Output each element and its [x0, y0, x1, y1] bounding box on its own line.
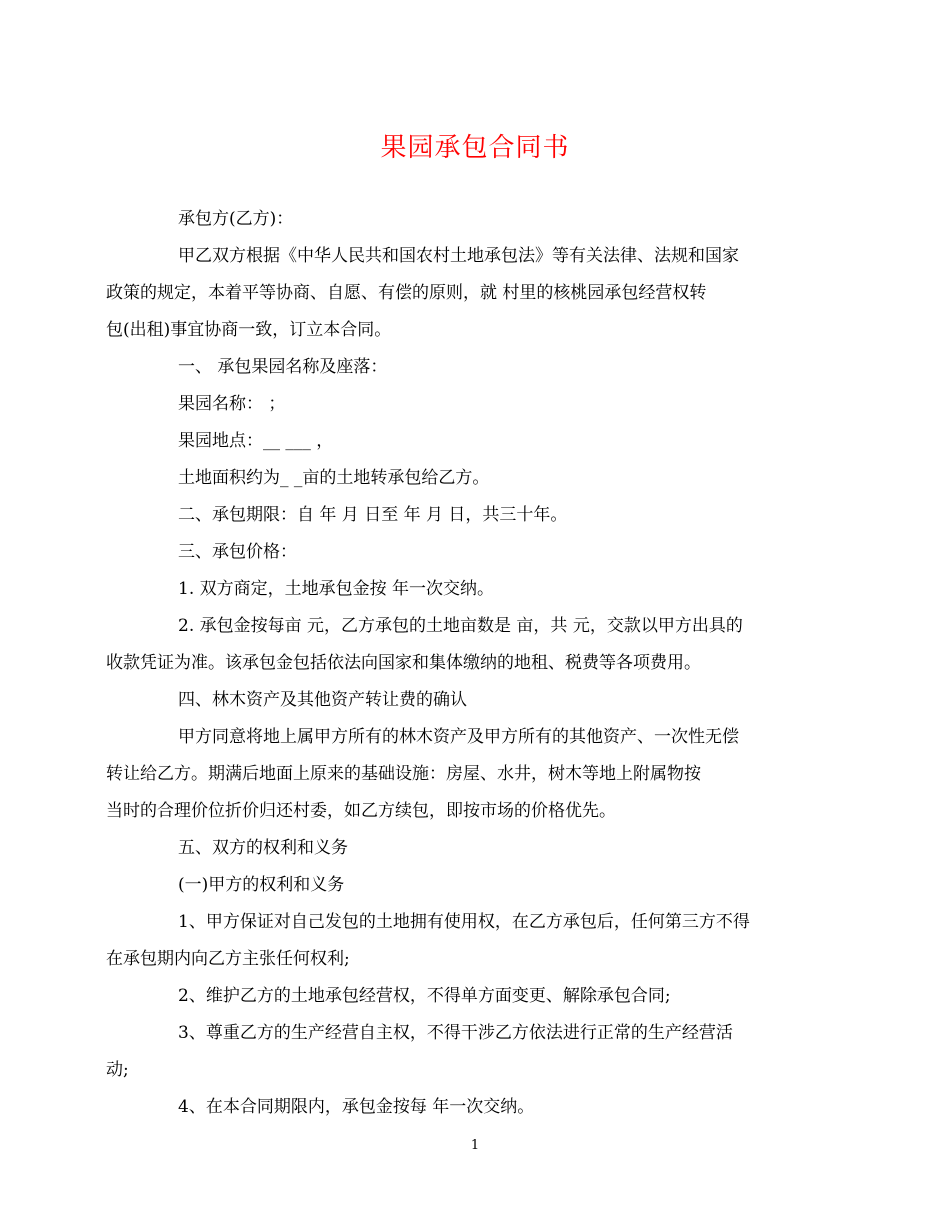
- text-line: 1、甲方保证对自己发包的土地拥有使用权，在乙方承包后，任何第三方不得: [178, 912, 750, 932]
- paragraph: [142, 978, 808, 1015]
- text-line: 政策的规定，本着平等协商、自愿、有偿的原则，就 村里的核桃园承包经营权转: [106, 283, 707, 303]
- text-line: 4、在本合同期限内，承包金按每 年一次交纳。: [178, 1097, 535, 1117]
- text-line: 在承包期内向乙方主张任何权利;: [106, 949, 350, 969]
- text-line: 果园地点：__ ___ ，: [178, 431, 334, 451]
- text-line: 1. 双方商定，土地承包金按 年一次交纳。: [178, 579, 495, 599]
- paragraph: [142, 1089, 808, 1126]
- paragraph: [142, 497, 808, 534]
- paragraph: [142, 682, 808, 719]
- document-title: 果园承包合同书: [380, 133, 570, 163]
- text-line: 3、尊重乙方的生产经营自主权，不得干涉乙方依法进行正常的生产经营活: [178, 1023, 733, 1043]
- paragraph: [142, 867, 808, 904]
- paragraph: [106, 608, 808, 682]
- paragraph: [106, 238, 808, 349]
- paragraph: [142, 460, 808, 497]
- text-line: 承包方(乙方)：: [178, 209, 294, 229]
- page-number: 1: [470, 1138, 480, 1153]
- text-line: 2、维护乙方的土地承包经营权，不得单方面变更、解除承包合同;: [178, 986, 671, 1006]
- paragraph: [106, 904, 808, 978]
- text-line: 土地面积约为_ _亩的土地转承包给乙方。: [178, 468, 490, 488]
- text-line: 三、承包价格：: [178, 542, 297, 562]
- text-line: 动;: [106, 1060, 129, 1080]
- text-line: 包(出租)事宜协商一致，订立本合同。: [106, 320, 392, 340]
- text-line: 2. 承包金按每亩 元，乙方承包的土地亩数是 亩，共 元，交款以甲方出具的: [178, 616, 743, 636]
- text-line: (一)甲方的权利和义务: [178, 875, 345, 895]
- text-line: 收款凭证为准。该承包金包括依法向国家和集体缴纳的地租、税费等各项费用。: [106, 653, 701, 673]
- paragraph: [142, 386, 808, 423]
- paragraph: [142, 830, 808, 867]
- paragraph: [142, 349, 808, 386]
- paragraph: [142, 571, 808, 608]
- text-line: 四、林木资产及其他资产转让费的确认: [178, 690, 467, 710]
- paragraph: [142, 423, 808, 460]
- text-line: 甲方同意将地上属甲方所有的林木资产及甲方所有的其他资产、一次性无偿: [178, 727, 739, 747]
- text-line: 果园名称： ；: [178, 394, 286, 414]
- text-line: 甲乙双方根据《中华人民共和国农村土地承包法》等有关法律、法规和国家: [178, 246, 739, 266]
- text-line: 五、双方的权利和义务: [178, 838, 348, 858]
- paragraph: [106, 1015, 808, 1089]
- paragraph: [142, 201, 808, 238]
- paragraph: [142, 534, 808, 571]
- text-line: 转让给乙方。期满后地面上原来的基础设施：房屋、水井，树木等地上附属物按: [106, 764, 701, 784]
- document-body: [106, 201, 808, 1126]
- text-line: 一、 承包果园名称及座落：: [178, 357, 388, 377]
- text-line: 当时的合理价位折价归还村委，如乙方续包，即按市场的价格优先。: [106, 801, 616, 821]
- text-line: 二、承包期限：自 年 月 日至 年 月 日，共三十年。: [178, 505, 568, 525]
- paragraph: [106, 719, 808, 830]
